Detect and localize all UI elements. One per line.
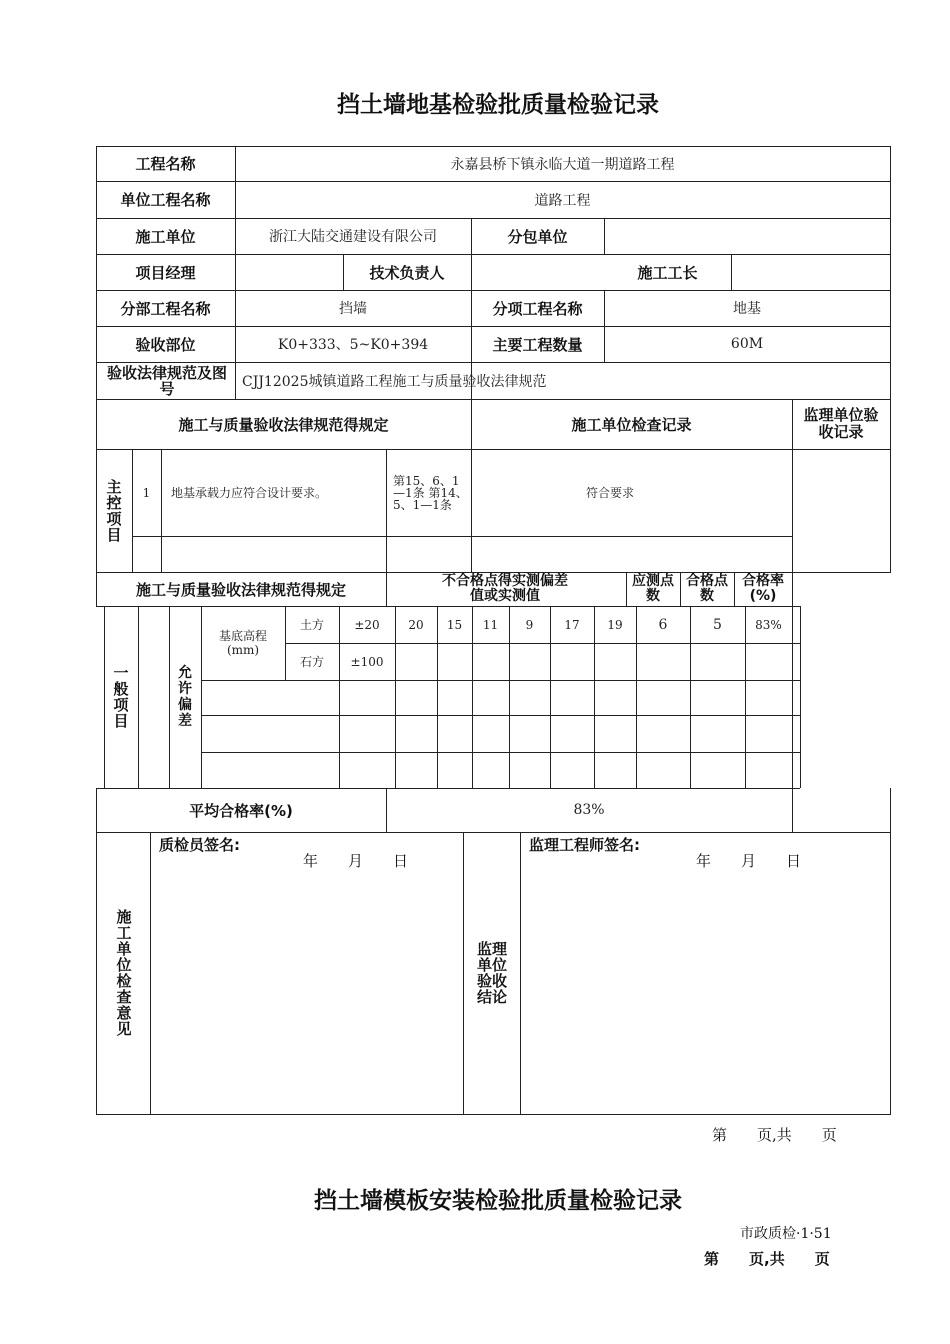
row2-val4	[509, 643, 550, 680]
engineer-date: 年 月 日	[696, 852, 802, 870]
row2-type: 石方	[299, 655, 324, 669]
row2-val3	[472, 643, 509, 680]
measured-values-header: 不合格点得实测偏差值或实测值	[442, 573, 568, 604]
points-header: 应测点数	[632, 573, 674, 604]
main-control-label: 主控项目	[106, 477, 122, 544]
main-spec-header: 施工与质量验收法律规范得规定	[178, 415, 389, 434]
page-title: 挡土墙地基检验批质量检验记录	[337, 92, 659, 118]
page-number-2: 第 页,共 页	[704, 1250, 830, 1268]
standard-label: 验收法律规范及图号	[106, 363, 227, 398]
qc-date: 年 月 日	[303, 852, 409, 870]
contractor-opinion-label: 施工单位检查意见	[116, 908, 132, 1038]
qc-signature-label: 质检员签名:	[159, 836, 240, 854]
location-value: K0+333、5~K0+394	[277, 337, 429, 353]
item-clause: 第15、6、1—1条 第14、5、1—1条	[393, 473, 468, 512]
second-title: 挡土墙模板安装检验批质量检验记录	[314, 1188, 682, 1214]
tolerance-label: 允许偏差	[178, 665, 192, 729]
row1-type: 土方	[299, 618, 324, 632]
tech-label: 技术负责人	[369, 263, 445, 282]
item-number: 1	[142, 485, 151, 500]
division-value: 挡墙	[339, 301, 367, 317]
subcontractor-label: 分包单位	[507, 227, 568, 246]
quantity-value: 60M	[730, 336, 764, 352]
general-item-label: 一般项目	[113, 664, 129, 730]
row1-val3: 11	[482, 617, 499, 632]
subitem-value: 地基	[733, 301, 761, 317]
tech-value	[471, 254, 604, 290]
subitem-label: 分项工程名称	[492, 299, 583, 318]
standard-value: CJJ12025城镇道路工程施工与质量验收法律规范	[242, 373, 547, 390]
row1-pass: 5	[713, 616, 722, 633]
row2-val6	[594, 643, 636, 680]
row1-val4: 9	[525, 617, 534, 632]
unit-project-value: 道路工程	[534, 192, 591, 209]
row2-rate	[745, 643, 792, 680]
contractor-value: 浙江大陆交通建设有限公司	[269, 229, 437, 245]
location-label: 验收部位	[135, 335, 196, 354]
unit-project-label: 单位工程名称	[120, 191, 211, 209]
contractor-label: 施工单位	[135, 227, 196, 246]
row1-val6: 19	[607, 617, 623, 632]
page-number: 第 页,共 页	[712, 1126, 837, 1144]
row2-val5	[550, 643, 594, 680]
pm-value	[235, 254, 343, 290]
item-result: 符合要求	[585, 486, 634, 500]
row1-rate: 83%	[755, 617, 782, 632]
engineer-signature-label: 监理工程师签名:	[529, 836, 640, 854]
row2-tolerance: ±100	[350, 654, 384, 669]
form-code: 市政质检·1·51	[740, 1226, 832, 1242]
row1-val5: 17	[564, 617, 580, 632]
row1-val1: 20	[408, 617, 424, 632]
row1-tolerance: ±20	[354, 617, 380, 632]
project-name-label: 工程名称	[135, 155, 196, 173]
division-label: 分部工程名称	[120, 299, 211, 318]
row1-val2: 15	[446, 617, 463, 632]
foreman-value	[731, 254, 890, 290]
avg-rate-label: 平均合格率(%)	[189, 801, 293, 820]
item-requirement: 地基承载力应符合设计要求。	[171, 486, 328, 500]
foreman-label: 施工工长	[637, 263, 698, 282]
avg-rate-value: 83%	[573, 802, 605, 818]
supervisor-record-header: 监理单位验收记录	[803, 406, 879, 441]
check-record-header: 施工单位检查记录	[571, 415, 692, 434]
general-spec-header: 施工与质量验收法律规范得规定	[135, 580, 346, 599]
supervisor-conclusion-label: 监理单位验收结论	[477, 940, 508, 1006]
pass-header: 合格点数	[686, 573, 728, 604]
project-name-value: 永嘉县桥下镇永临大道一期道路工程	[450, 156, 675, 173]
pm-label: 项目经理	[135, 263, 196, 282]
rate-header: 合格率(%)	[742, 573, 784, 604]
row2-points	[636, 643, 690, 680]
row1-points: 6	[658, 616, 668, 633]
param-label: 基底高程(mm)	[218, 629, 267, 657]
subcontractor-value	[604, 218, 890, 254]
row2-pass	[690, 643, 745, 680]
row2-val1	[395, 643, 437, 680]
quantity-label: 主要工程数量	[492, 335, 583, 354]
row2-val2	[437, 643, 472, 680]
